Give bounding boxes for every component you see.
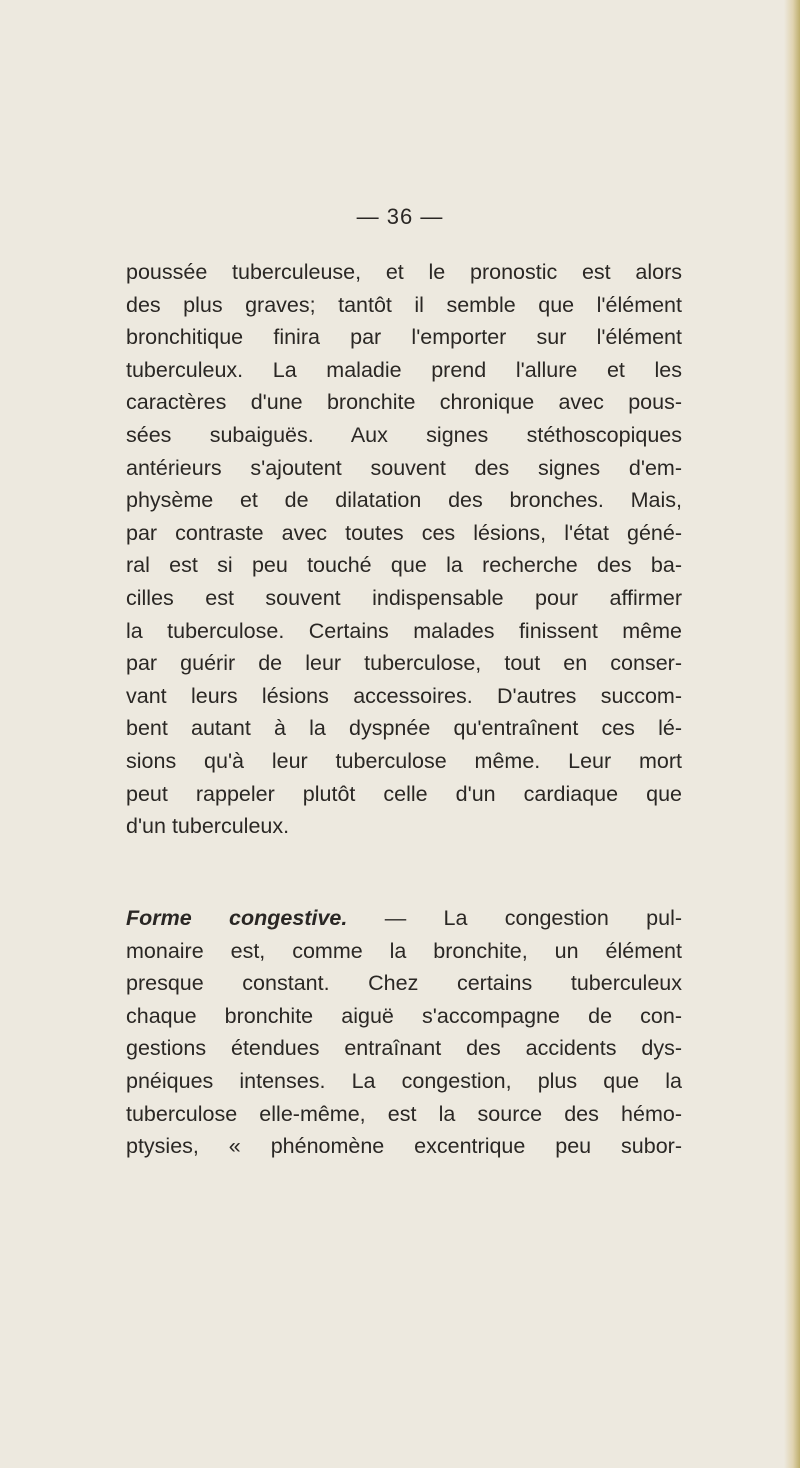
paragraph-congestive-form — [126, 902, 682, 1163]
text-line: la tuberculose. Certains malades finissent même — [126, 618, 682, 643]
paragraph-bronchitic-form — [126, 256, 682, 843]
text-line-with-heading — [126, 902, 682, 935]
text-line: antérieurs s'ajoutent souvent des signes d'em- — [126, 455, 682, 480]
text-line: poussée tuberculeuse, et le pronostic est alors — [126, 260, 682, 284]
text-line: pnéiques intenses. La congestion, plus que la — [126, 1068, 682, 1093]
page-edge-shadow — [784, 0, 800, 1468]
section-heading: Forme congestive. — [126, 906, 348, 930]
text-line: physème et de dilatation des bronches. Mais, — [126, 488, 682, 513]
text-line: gestions étendues entraînant des accidents dys- — [126, 1036, 682, 1061]
text-line: des plus graves; tantôt il semble que l'élément — [126, 292, 682, 317]
text-line: tuberculeux. La maladie prend l'allure et les — [126, 357, 682, 382]
text-line: par guérir de leur tuberculose, tout en conser- — [126, 651, 682, 676]
text-line: cilles est souvent indispensable pour affirmer — [126, 585, 682, 610]
text-line: peut rappeler plutôt celle d'un cardiaque que — [126, 781, 682, 806]
text-line: bronchitique finira par l'emporter sur l'élément — [126, 325, 682, 350]
text-line: par contraste avec toutes ces lésions, l'état géné- — [126, 520, 682, 545]
text-line: vant leurs lésions accessoires. D'autres succom- — [126, 683, 682, 708]
text-line: chaque bronchite aiguë s'accompagne de con- — [126, 1003, 682, 1028]
text-line: sions qu'à leur tuberculose même. Leur mort — [126, 748, 682, 773]
text-line: bent autant à la dyspnée qu'entraînent ces lé- — [126, 716, 682, 741]
text-line: ptysies, « phénomène excentrique peu subor- — [126, 1134, 682, 1159]
text-line: monaire est, comme la bronchite, un élément — [126, 938, 682, 963]
text-line: presque constant. Chez certains tuberculeux — [126, 971, 682, 996]
text-line: tuberculose elle-même, est la source des hémo- — [126, 1101, 682, 1126]
text-line: ral est si peu touché que la recherche des ba- — [126, 553, 682, 578]
text-line: caractères d'une bronchite chronique avec pous- — [126, 390, 682, 415]
heading-line-continuation: — La congestion pul- — [347, 906, 682, 930]
text-line: d'un tuberculeux. — [126, 814, 290, 839]
text-line: sées subaiguës. Aux signes stéthoscopiques — [126, 422, 682, 447]
page-number: — 36 — — [356, 204, 444, 229]
